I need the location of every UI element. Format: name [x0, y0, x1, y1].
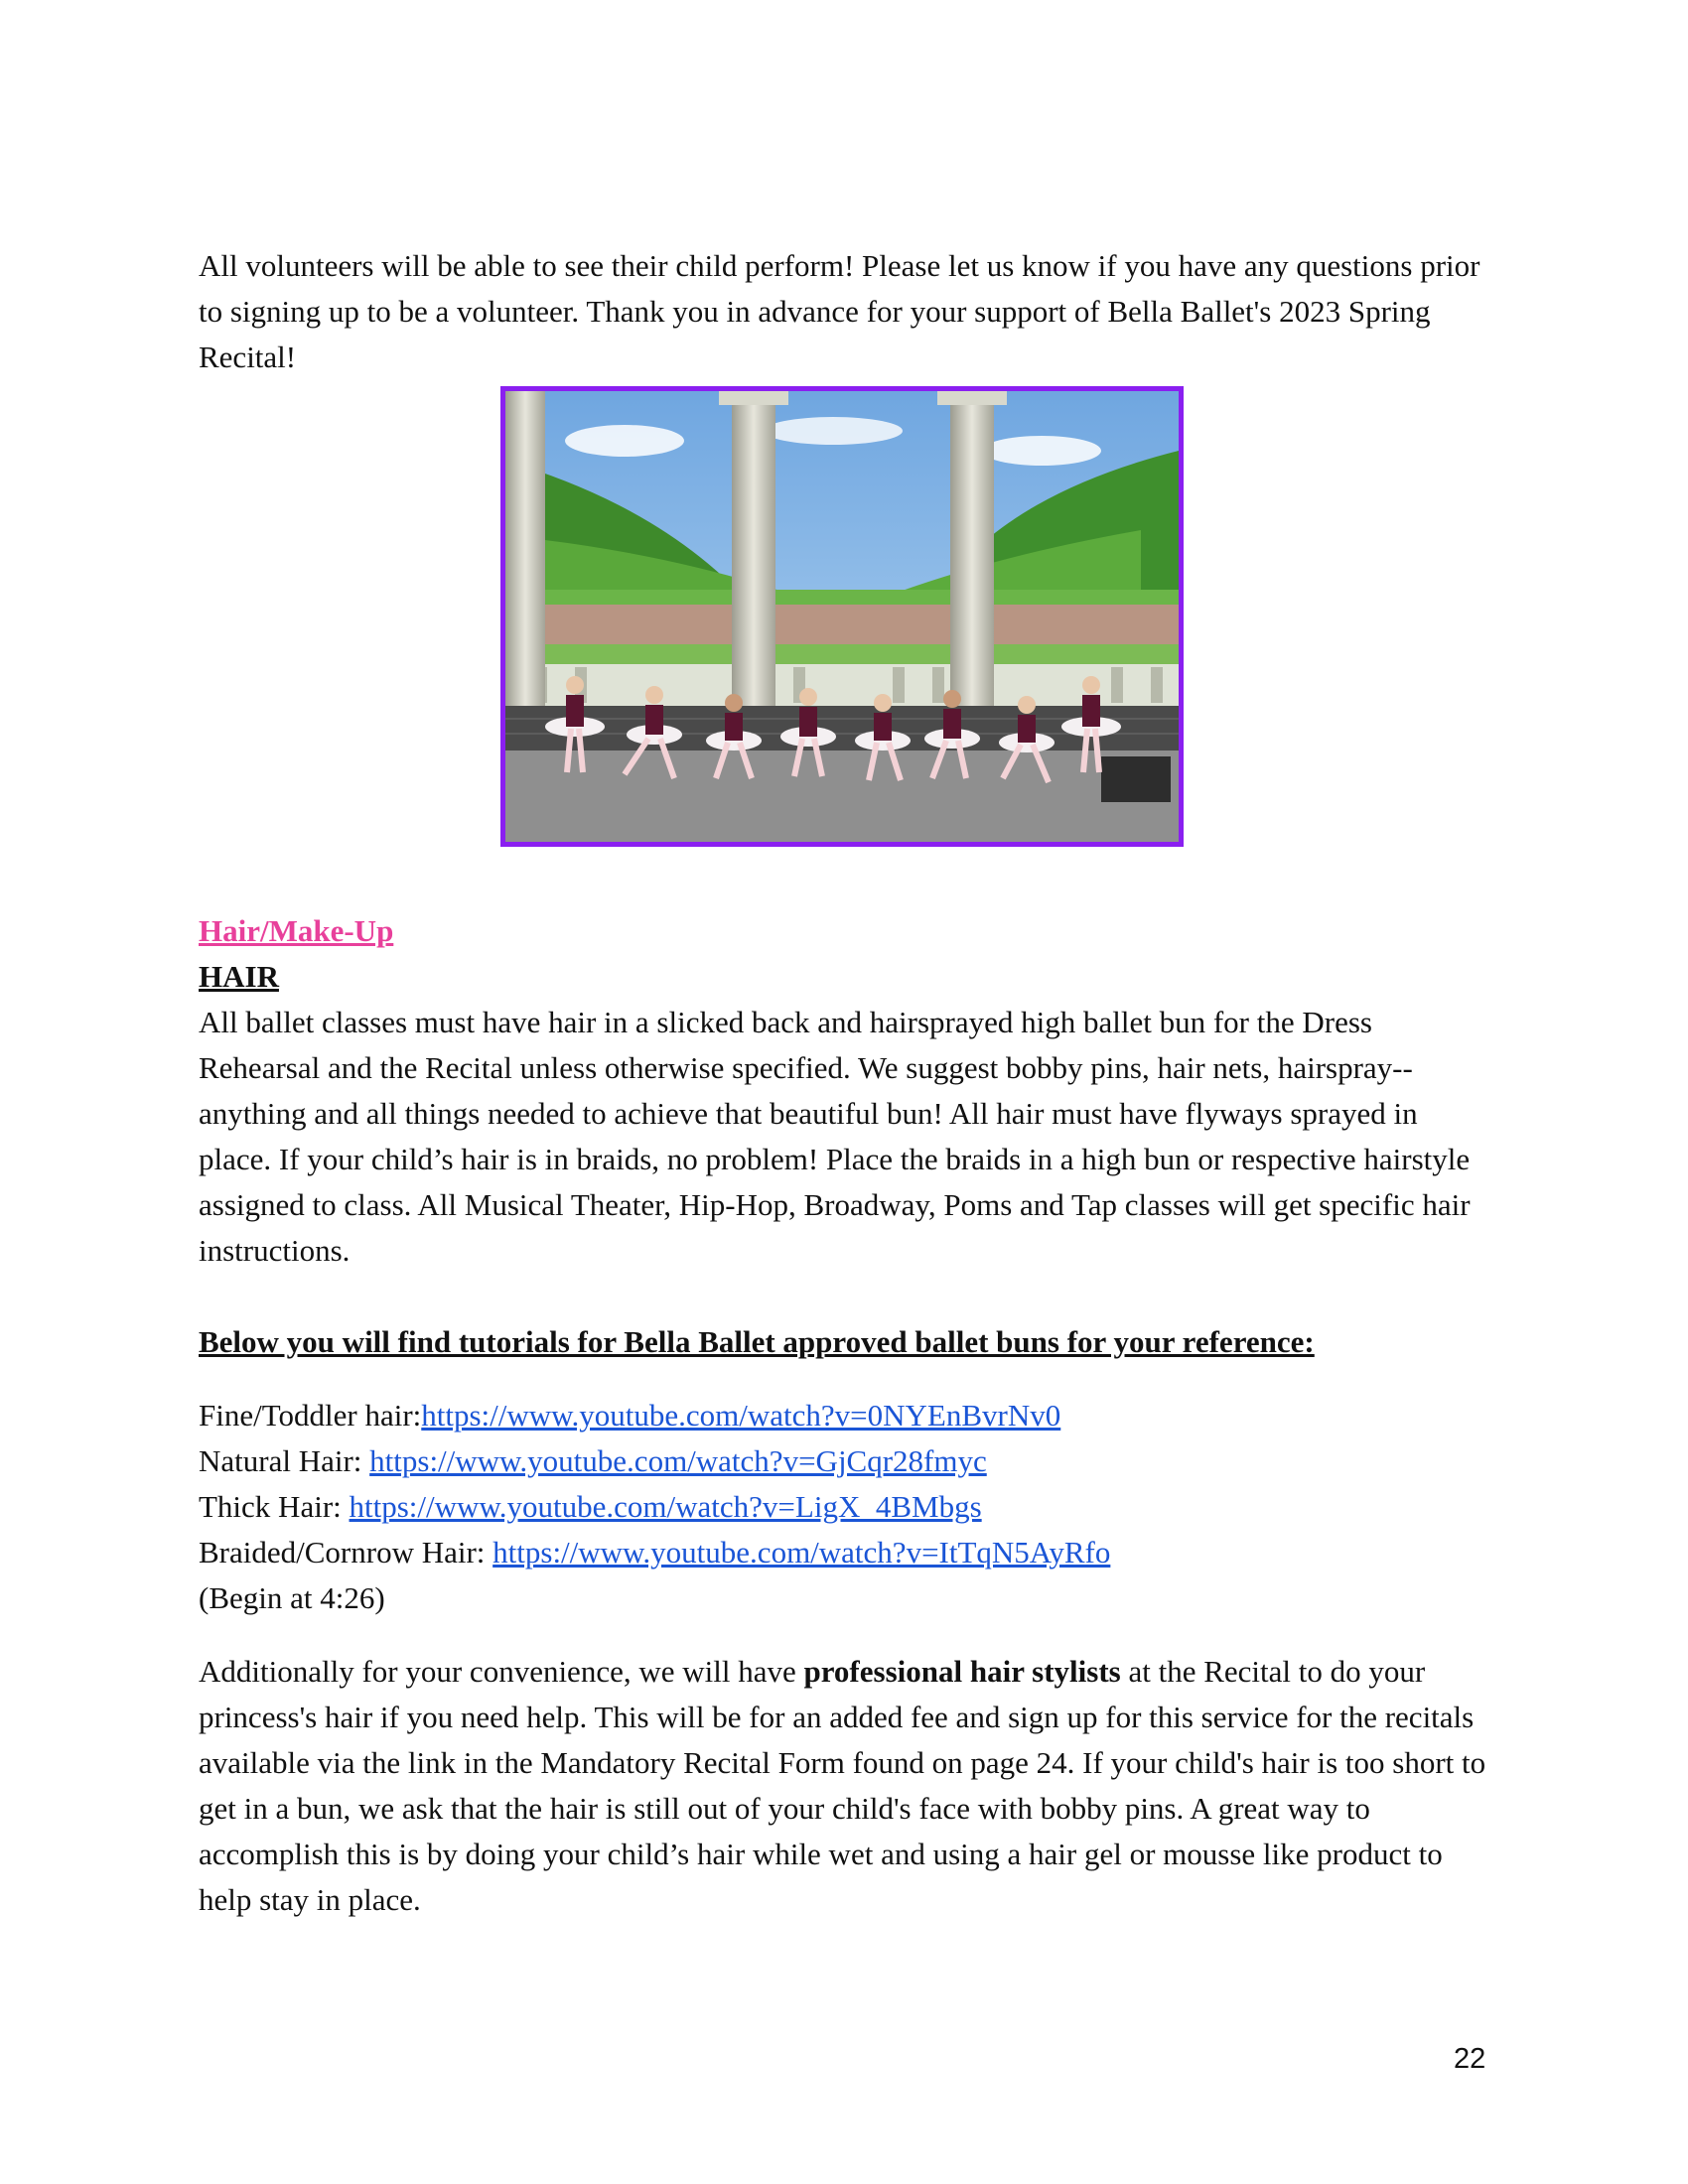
intro-paragraph: All volunteers will be able to see their child perform! Please let us know if you have any questions prior to signing up to be a volunteer. Thank you in advance for your support of Bella Ballet's 2023 Spring Recital! [199, 248, 1480, 374]
tutorial-label: Natural Hair: [199, 1443, 370, 1478]
tutorial-label: Thick Hair: [199, 1489, 350, 1524]
hair-subheading: HAIR [199, 959, 279, 994]
additional-text-after: at the Recital to do your princess's hair if you need help. This will be for an added fee and sign up for this service for the recitals available via the link in the Mandatory Recital Form found on page 24. If your child's hair is too short to get in a bun, we ask that the hair is still out of your child's face with bobby pins. A great way to accomplish this is by doing your child’s hair while wet and using a hair gel or mousse like product to help stay in place. [199, 1654, 1486, 1917]
hair-paragraph: All ballet classes must have hair in a slicked back and hairsprayed high ballet bun for the Dress Rehearsal and the Recital unless otherwise specified. We suggest bobby pins, hair nets, hairspray--anything and all things needed to achieve that beautiful bun! All hair must have flyways sprayed in place. If your child’s hair is in braids, no problem! Place the braids in a high bun or respective hairstyle assigned to class. All Musical Theater, Hip-Hop, Broadway, Poms and Tap classes will get specific hair instructions. [199, 1005, 1471, 1268]
tutorial-link[interactable]: https://www.youtube.com/watch?v=LigX_4BMbgs [349, 1489, 982, 1524]
document-page [199, 243, 1489, 1923]
additional-bold-text: professional hair stylists [803, 1654, 1121, 1689]
additional-text-before: Additionally for your convenience, we will have [199, 1654, 804, 1689]
hair-makeup-heading: Hair/Make-Up [199, 913, 394, 948]
tutorial-label: Braided/Cornrow Hair: [199, 1535, 493, 1570]
tutorial-item [199, 1393, 1489, 1438]
tutorial-note: (Begin at 4:26) [199, 1580, 385, 1615]
ballet-recital-image [505, 391, 1179, 842]
tutorial-item [199, 1438, 1489, 1484]
tutorial-link[interactable]: https://www.youtube.com/watch?v=ItTqN5AyRfo [492, 1535, 1111, 1570]
page-number: 22 [1454, 2043, 1486, 2075]
tutorial-item [199, 1484, 1489, 1530]
tutorial-label: Fine/Toddler hair: [199, 1398, 422, 1433]
tutorial-link[interactable]: https://www.youtube.com/watch?v=GjCqr28fmyc [369, 1443, 987, 1478]
tutorials-heading: Below you will find tutorials for Bella Ballet approved ballet buns for your reference: [199, 1324, 1315, 1359]
tutorial-links [199, 1393, 1489, 1621]
tutorial-item [199, 1530, 1489, 1575]
additional-paragraph [199, 1649, 1489, 1923]
tutorial-link[interactable]: https://www.youtube.com/watch?v=0NYEnBvrNv0 [421, 1398, 1061, 1433]
recital-photo [500, 386, 1184, 847]
